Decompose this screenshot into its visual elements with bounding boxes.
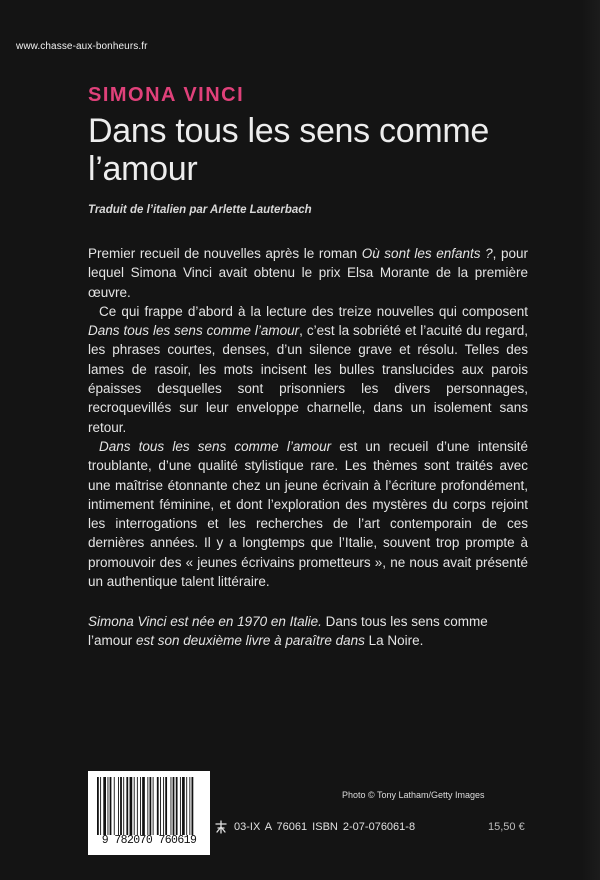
barcode-bar [123, 777, 124, 835]
author-bio-run-4: La Noire. [368, 633, 424, 649]
barcode-bars-icon [97, 777, 201, 835]
barcode-digits: 9 782070 760619 [101, 834, 197, 847]
barcode-bar [142, 777, 145, 835]
barcode-bar [150, 777, 152, 835]
blurb-paragraph-1-run-2: Où sont les enfants ? [361, 246, 493, 261]
barcode-bar [176, 777, 178, 835]
isbn-codes: 03-IX A 76061 ISBN 2-07-076061-8 [234, 821, 416, 833]
author-name: SIMONA VINCI [88, 84, 245, 106]
cover-edge [582, 0, 600, 880]
author-bio-run-3: est son deuxième livre à paraître dans [136, 633, 369, 649]
author-bio-run-2: Dans tous les sens comme l’amour [88, 614, 488, 649]
blurb-paragraph-1 [88, 244, 528, 302]
barcode-bar [182, 777, 185, 835]
blurb-paragraph-3 [88, 437, 528, 591]
barcode-bar [100, 777, 101, 835]
barcode-bar [110, 777, 112, 835]
barcode-bar [192, 777, 194, 835]
blurb-paragraph-3-run-2: est un recueil d’une intensité troublante, d’une qualité stylistique rare. Les thèmes sont traités avec une maîtrise étonnante chez un jeune écrivain à l’écriture profondément, intimement féminine, et dont l’exploration des mystères du corps rejoint les interrogations et les recherches de l’art contemporain de ces dernières années. Il y a longtemps que l’Italie, souvent trop prompte à promouvoir des « jeunes écrivains prometteurs », ne nous avait présenté un authentique talent littéraire. [88, 438, 528, 590]
price: 15,50 € [488, 821, 525, 833]
blurb-paragraph-2-run-3: , c’est la sobriété et l’acuité du regard, les phrases courtes, denses, d’un silence grave et résolu. Telles des lames de rasoir, les mots incisent les bulles translucides aux parois épaisses desquelles sont prisonniers les divers personnages, recroquevillés sur leur enveloppe charnelle, dans un isolement sans retour. [88, 323, 528, 435]
barcode-bar [103, 777, 106, 835]
barcode-bar [118, 777, 119, 835]
barcode-bar [153, 777, 154, 835]
blurb-paragraph-2-run-1: Ce qui frappe d’abord à la lecture des treize nouvelles qui composent [99, 303, 528, 319]
barcode-bar [186, 777, 187, 835]
barcode-bar [180, 777, 181, 835]
gallimard-logo-icon [214, 820, 228, 834]
barcode-bar [134, 777, 135, 835]
photo-credit: Photo © Tony Latham/Getty Images [342, 790, 485, 800]
barcode-bar [126, 777, 128, 835]
blurb-paragraph-3-run-1: Dans tous les sens comme l’amour [99, 438, 332, 454]
barcode-bar [97, 777, 99, 835]
barcode-bar [120, 777, 122, 835]
barcode-bar [140, 777, 141, 835]
barcode-bar [160, 777, 161, 835]
book-title: Dans tous les sens comme l’amour [88, 112, 489, 188]
barcode-bar [137, 777, 138, 835]
blurb-paragraph-2 [88, 302, 528, 437]
barcode-bar [114, 777, 115, 835]
watermark-url[interactable]: www.chasse-aux-bonheurs.fr [16, 41, 148, 52]
barcode-bar [163, 777, 164, 835]
barcode-bar [189, 777, 190, 835]
barcode-bar [147, 777, 148, 835]
author-bio-run-1: Simona Vinci est née en 1970 en Italie. [88, 614, 322, 629]
author-bio [88, 612, 528, 651]
barcode-bar [157, 777, 159, 835]
blurb-text [88, 244, 528, 591]
barcode [88, 771, 210, 855]
barcode-bar [173, 777, 175, 835]
barcode-bar [108, 777, 109, 835]
translator-credit: Traduit de l’italien par Arlette Lauterbach [88, 204, 312, 216]
blurb-paragraph-2-run-2: Dans tous les sens comme l’amour [88, 323, 300, 339]
blurb-paragraph-1-run-3: , pour lequel Simona Vinci avait obtenu le prix Elsa Morante de la première œuvre. [88, 246, 528, 300]
blurb-paragraph-1-run-1: Premier recueil de nouvelles après le roman [88, 246, 362, 261]
barcode-bar [165, 777, 167, 835]
barcode-bar [171, 777, 172, 835]
barcode-bar [130, 777, 133, 835]
